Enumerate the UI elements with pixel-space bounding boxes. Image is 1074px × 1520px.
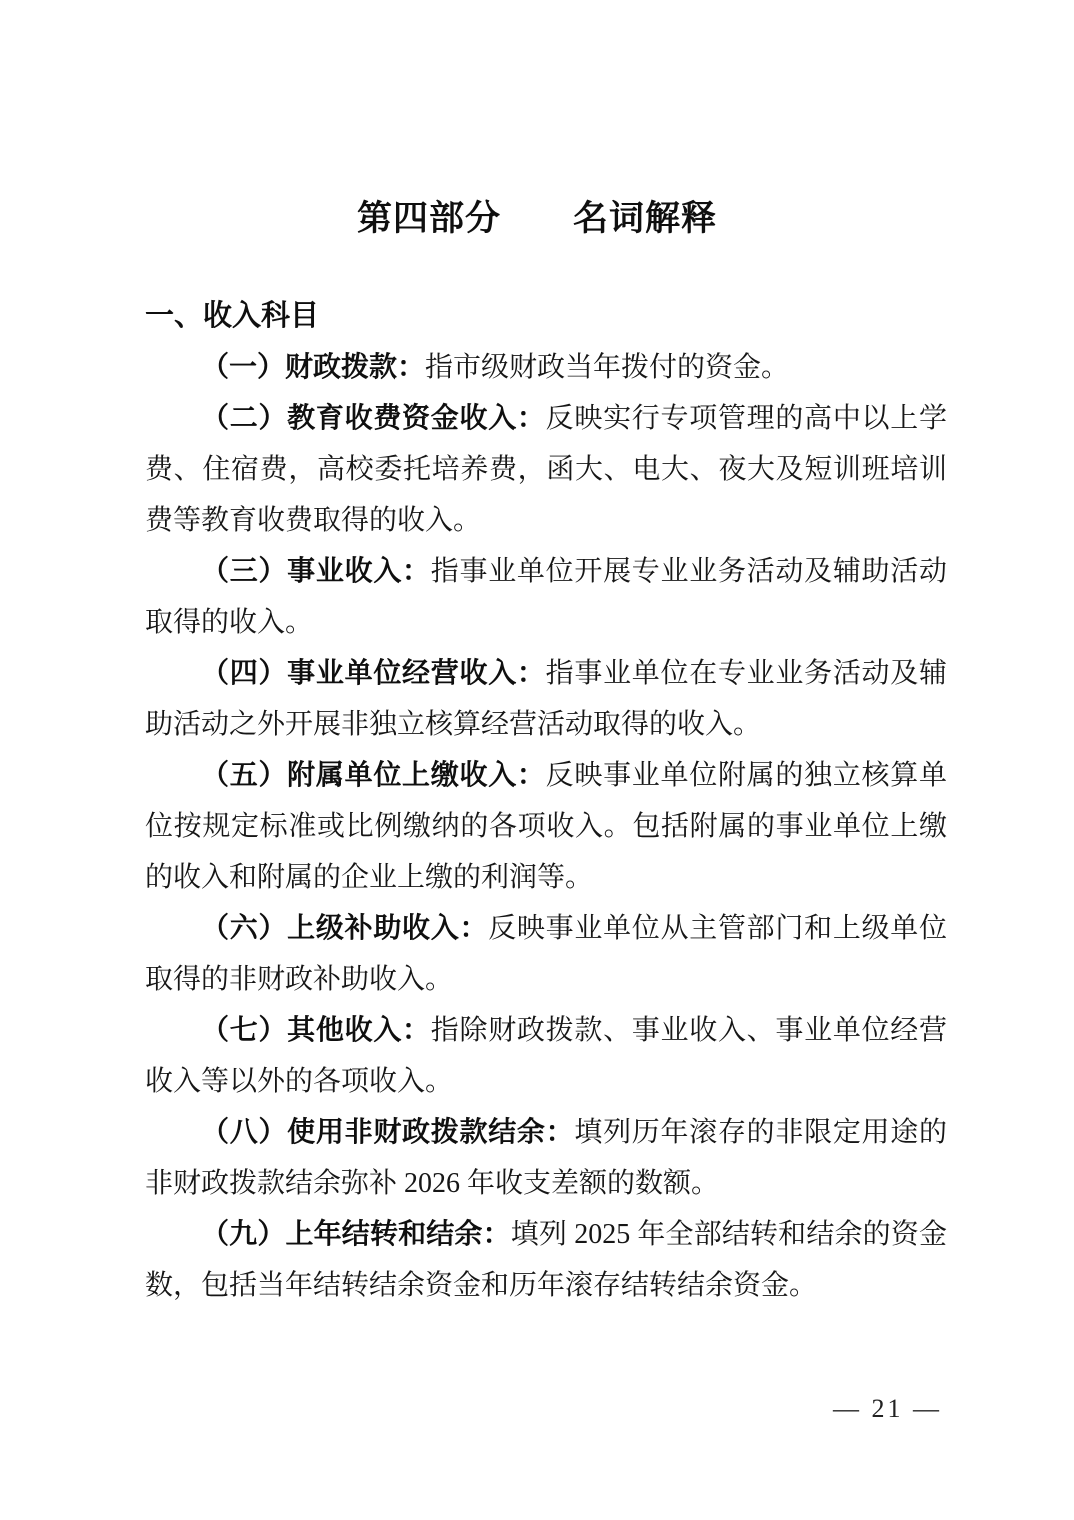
term-definition: 填列 2025 年全部结转和结余的资金数，包括当年结转结余资金和历年滚存结转结余资金。	[145, 1219, 947, 1301]
term-definition: 填列历年滚存的非限定用途的非财政拨款结余弥补 2026 年收支差额的数额。	[145, 1117, 947, 1199]
term-label: （六）上级补助收入：	[201, 913, 489, 944]
term-definition: 反映事业单位从主管部门和上级单位取得的非财政补助收入。	[145, 913, 947, 995]
term-definition: 反映事业单位附属的独立核算单位按规定标准或比例缴纳的各项收入。包括附属的事业单位上缴的收入和附属的企业上缴的利润等。	[145, 760, 947, 893]
term-label: （九）上年结转和结余：	[201, 1219, 511, 1250]
glossary-item	[145, 1107, 947, 1209]
term-label: （八）使用非财政拨款结余：	[201, 1117, 575, 1148]
glossary-item	[145, 342, 947, 393]
term-label: （一）财政拨款：	[201, 352, 426, 383]
term-definition: 指事业单位开展专业业务活动及辅助活动取得的收入。	[145, 556, 947, 638]
term-label: （三）事业收入：	[201, 556, 431, 587]
term-definition: 指除财政拨款、事业收入、事业单位经营收入等以外的各项收入。	[145, 1015, 947, 1097]
glossary-content	[145, 290, 947, 1311]
glossary-item	[145, 1005, 947, 1107]
glossary-item	[145, 1209, 947, 1311]
glossary-item	[145, 546, 947, 648]
document-title: 第四部分 名词解释	[356, 199, 717, 238]
term-label: （七）其他收入：	[201, 1015, 431, 1046]
term-definition: 反映实行专项管理的高中以上学费、住宿费，高校委托培养费，函大、电大、夜大及短训班培训费等教育收费取得的收入。	[145, 403, 947, 536]
term-label: （四）事业单位经营收入：	[201, 658, 546, 689]
glossary-item	[145, 750, 947, 903]
glossary-item	[145, 393, 947, 546]
term-definition: 指市级财政当年拨付的资金。	[425, 352, 790, 383]
term-label: （五）附属单位上缴收入：	[201, 760, 546, 791]
glossary-item	[145, 903, 947, 1005]
term-label: （二）教育收费资金收入：	[201, 403, 546, 434]
section-heading-income-subjects: 一、收入科目	[145, 300, 320, 332]
glossary-item	[145, 648, 947, 750]
page-number: — 21 —	[833, 1394, 942, 1423]
term-definition: 指事业单位在专业业务活动及辅助活动之外开展非独立核算经营活动取得的收入。	[145, 658, 947, 740]
